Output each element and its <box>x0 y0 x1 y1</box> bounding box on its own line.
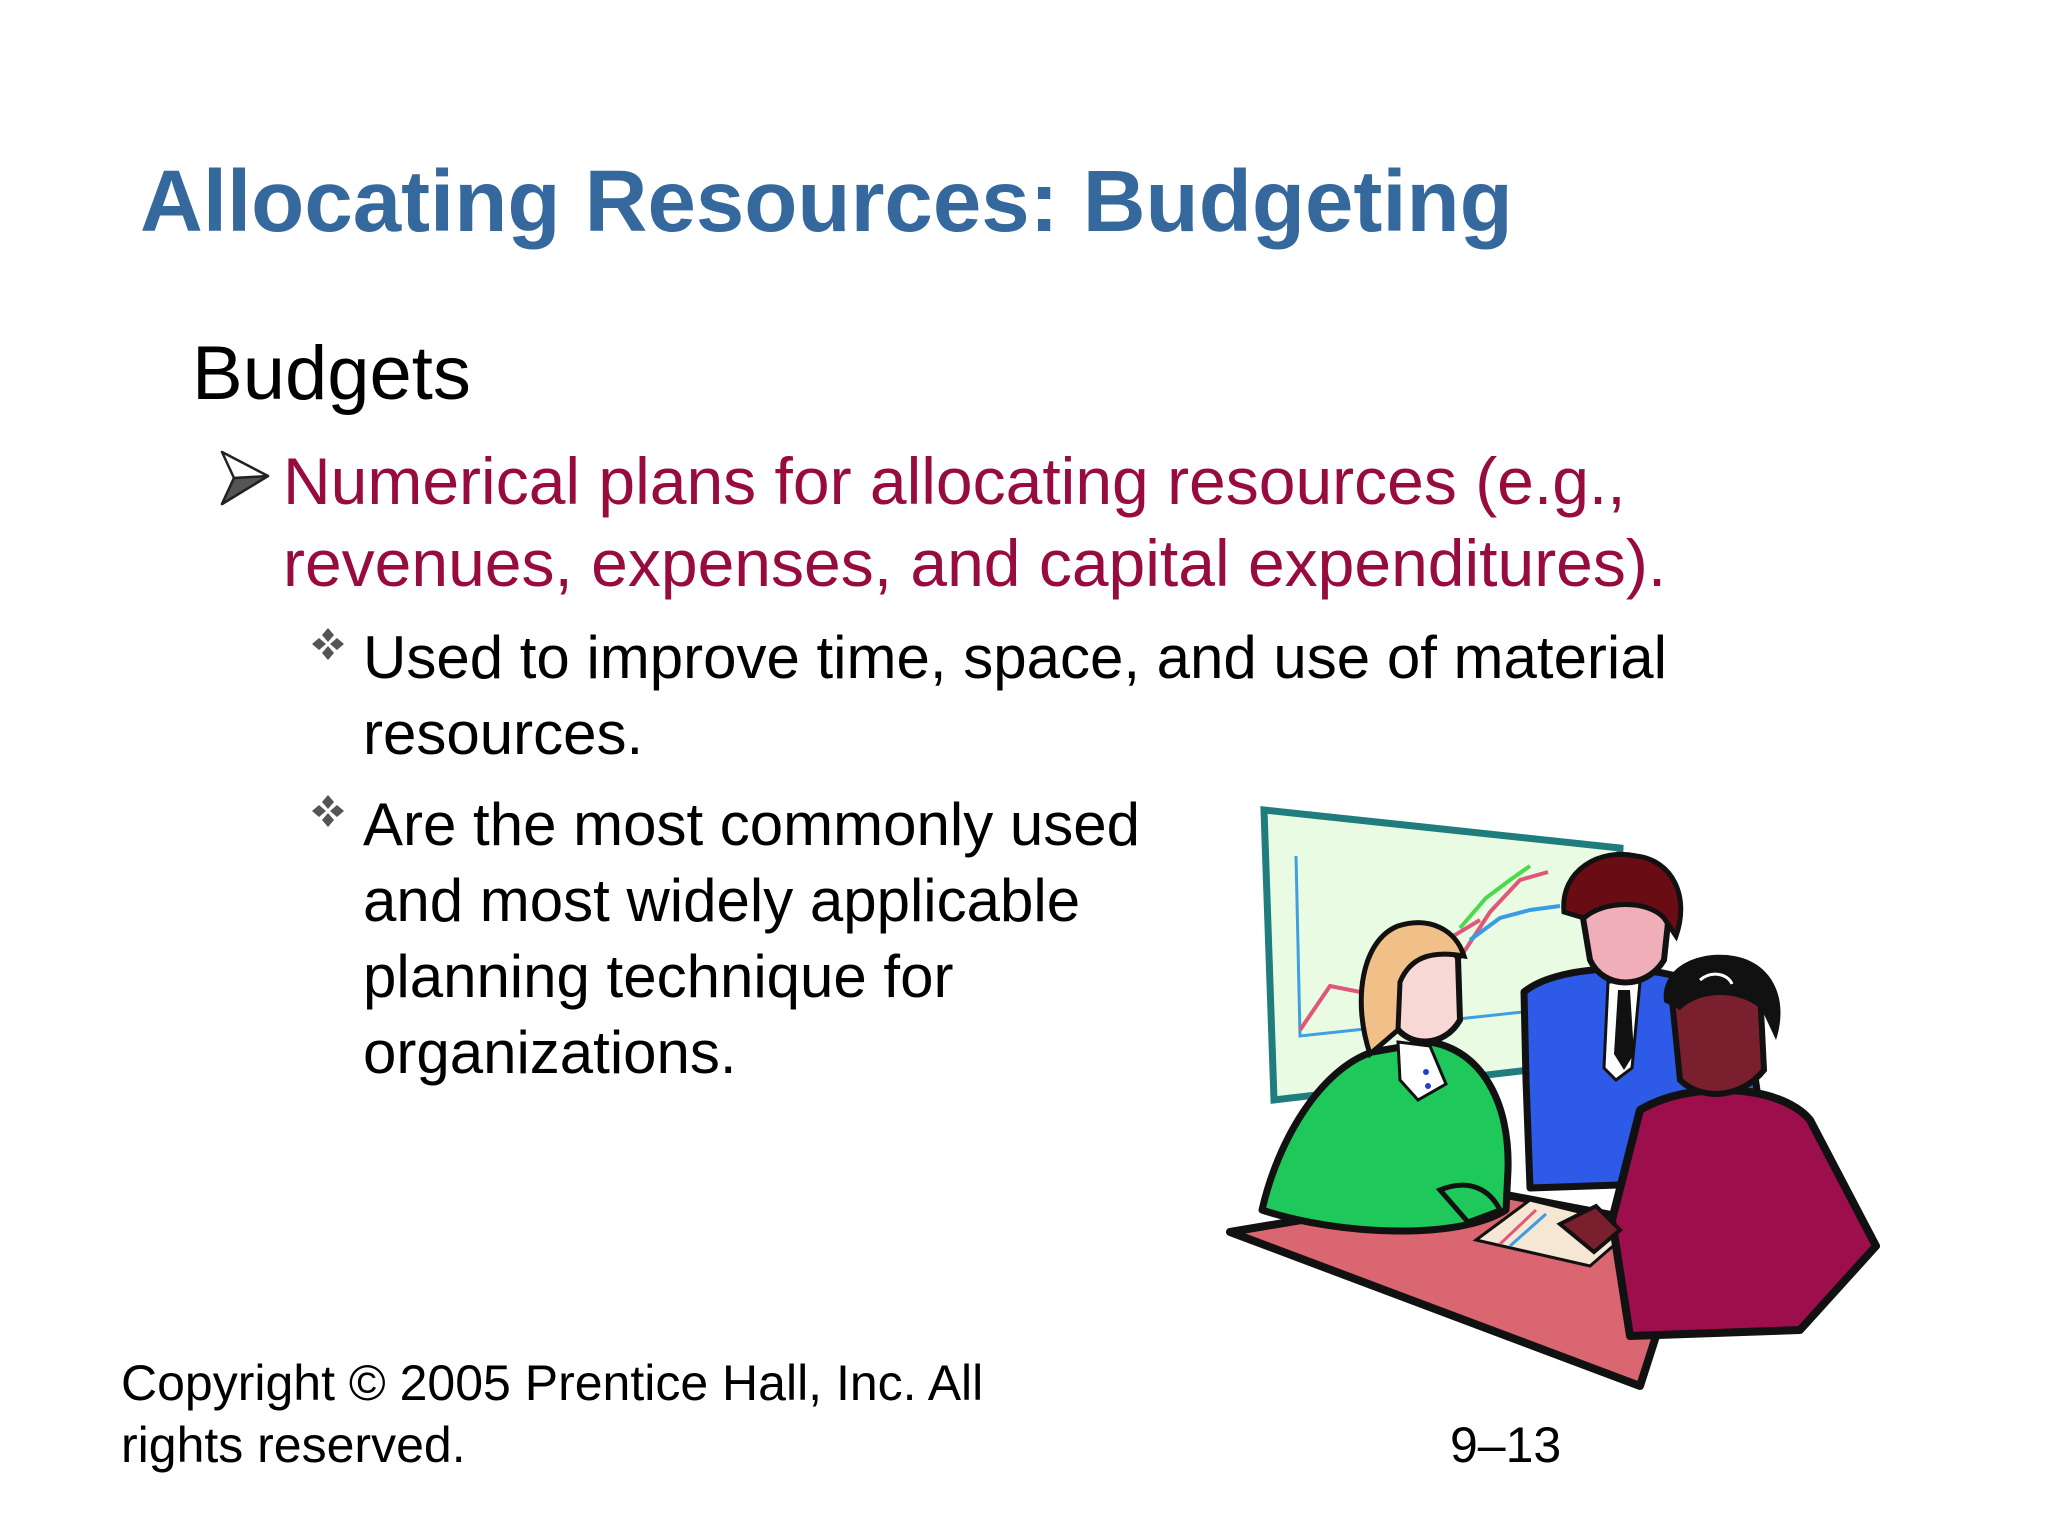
diamond-cluster-icon <box>310 626 346 662</box>
slide-number: 9–13 <box>1450 1417 1562 1473</box>
section-heading: Budgets <box>192 331 471 416</box>
copyright-notice: Copyright © 2005 Prentice Hall, Inc. All rights reserved. <box>121 1355 984 1473</box>
arrowhead-icon <box>220 450 270 506</box>
diamond-cluster-icon <box>310 793 346 829</box>
bullet-level2-text: Are the most commonly used and most widely applicable planning technique for organizations. <box>363 791 1140 1086</box>
slide-title: Allocating Resources: Budgeting <box>140 153 1513 250</box>
business-meeting-clipart <box>1220 800 1890 1400</box>
bullet-level2-text: Used to improve time, space, and use of material resources. <box>363 624 1667 767</box>
bullet-level1-text: Numerical plans for allocating resources (e.g., revenues, expenses, and capital expenditures). <box>283 444 1667 600</box>
